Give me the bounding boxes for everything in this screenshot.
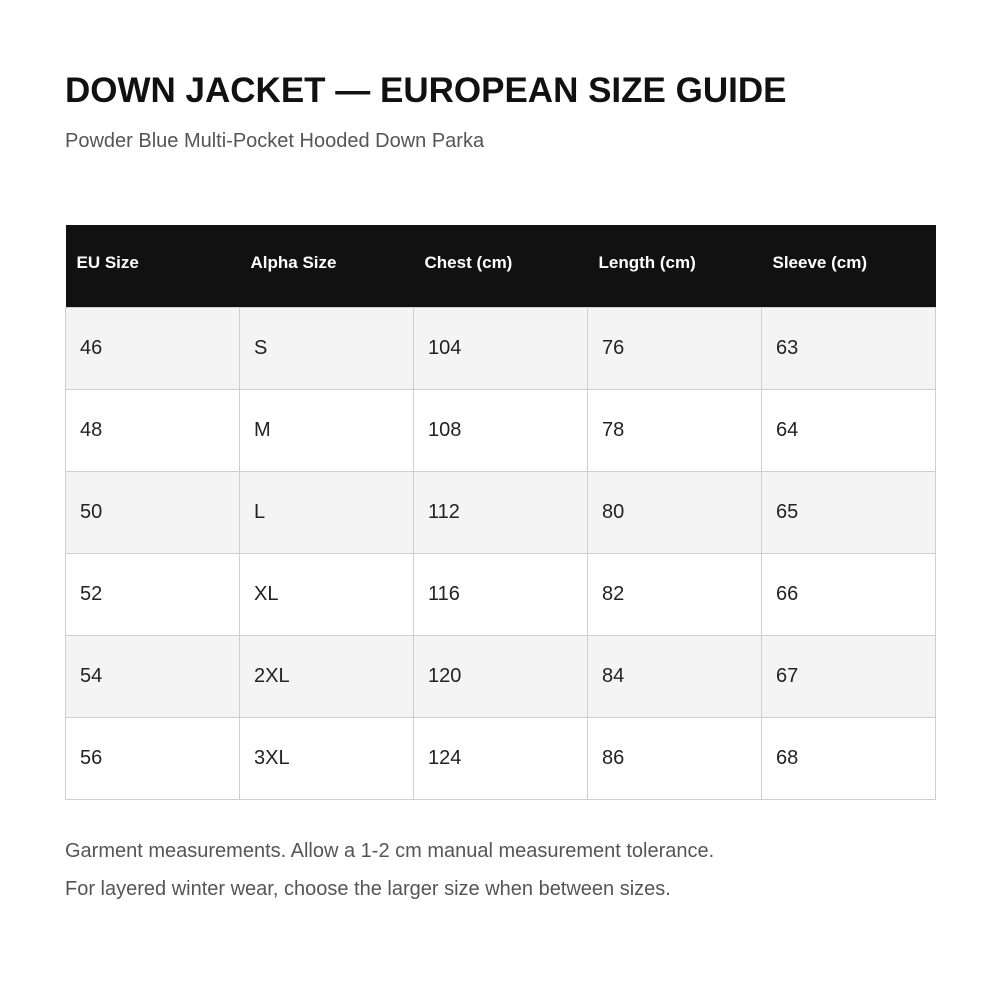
cell-length: 84	[588, 635, 762, 717]
sizing-advice-note: For layered winter wear, choose the larger size when between sizes.	[65, 878, 671, 900]
cell-chest: 120	[414, 635, 588, 717]
cell-alpha-size: M	[240, 389, 414, 471]
cell-eu-size: 48	[66, 389, 240, 471]
column-header-sleeve: Sleeve (cm)	[762, 225, 936, 307]
cell-length: 82	[588, 553, 762, 635]
table-row	[66, 553, 936, 635]
cell-sleeve: 68	[762, 717, 936, 799]
cell-eu-size: 52	[66, 553, 240, 635]
cell-chest: 108	[414, 389, 588, 471]
size-table	[65, 225, 936, 800]
page-title: DOWN JACKET — EUROPEAN SIZE GUIDE	[65, 71, 787, 110]
cell-chest: 116	[414, 553, 588, 635]
cell-eu-size: 54	[66, 635, 240, 717]
cell-sleeve: 67	[762, 635, 936, 717]
cell-alpha-size: L	[240, 471, 414, 553]
cell-eu-size: 50	[66, 471, 240, 553]
cell-alpha-size: 2XL	[240, 635, 414, 717]
column-header-chest: Chest (cm)	[414, 225, 588, 307]
cell-length: 80	[588, 471, 762, 553]
cell-chest: 104	[414, 307, 588, 389]
cell-alpha-size: XL	[240, 553, 414, 635]
cell-sleeve: 64	[762, 389, 936, 471]
header-row	[66, 225, 936, 307]
table-row	[66, 471, 936, 553]
column-header-length: Length (cm)	[588, 225, 762, 307]
cell-sleeve: 65	[762, 471, 936, 553]
cell-eu-size: 56	[66, 717, 240, 799]
cell-length: 86	[588, 717, 762, 799]
cell-length: 78	[588, 389, 762, 471]
table-row	[66, 307, 936, 389]
cell-chest: 112	[414, 471, 588, 553]
cell-sleeve: 63	[762, 307, 936, 389]
product-subtitle: Powder Blue Multi-Pocket Hooded Down Parka	[65, 130, 485, 152]
cell-length: 76	[588, 307, 762, 389]
cell-alpha-size: S	[240, 307, 414, 389]
size-table-body	[66, 307, 936, 799]
table-row	[66, 717, 936, 799]
measurement-note: Garment measurements. Allow a 1-2 cm manual measurement tolerance.	[65, 840, 715, 862]
cell-eu-size: 46	[66, 307, 240, 389]
column-header-eu-size: EU Size	[66, 225, 240, 307]
table-row	[66, 635, 936, 717]
cell-chest: 124	[414, 717, 588, 799]
cell-alpha-size: 3XL	[240, 717, 414, 799]
cell-sleeve: 66	[762, 553, 936, 635]
column-header-alpha-size: Alpha Size	[240, 225, 414, 307]
table-row	[66, 389, 936, 471]
size-table-header	[66, 225, 936, 307]
